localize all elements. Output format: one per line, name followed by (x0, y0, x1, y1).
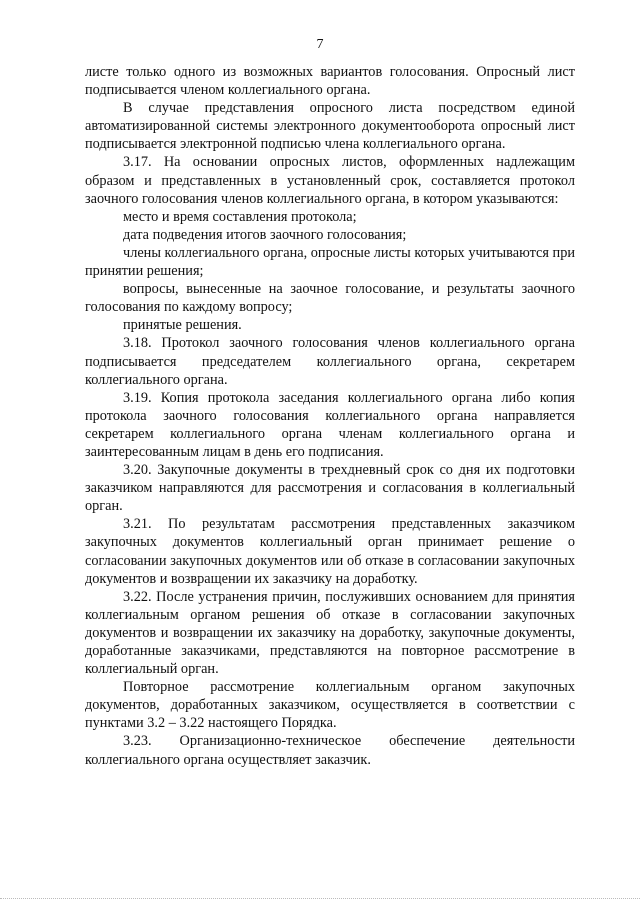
document-body (85, 63, 575, 769)
list-item-questions-results: вопросы, вынесенные на заочное голосование, и результаты заочного голосования по каждому вопросу; (85, 281, 575, 316)
scan-edge-divider (0, 898, 640, 899)
paragraph-3-22: 3.22. После устранения причин, послуживших основанием для принятия коллегиальным органом решения об отказе в согласовании закупочных документов и возвращении их заказчику на доработку, закупочные документы, доработанные заказчиками, представляются на повторное рассмотрение в коллегиальный орган. (85, 588, 575, 678)
paragraph-3-18: 3.18. Протокол заочного голосования членов коллегиального органа подписывается председателем коллегиального органа, секретарем коллегиального органа. (85, 335, 575, 388)
list-item-members: члены коллегиального органа, опросные листы которых учитываются при принятии решения; (85, 244, 575, 280)
list-item-results-date: дата подведения итогов заочного голосования; (123, 226, 407, 243)
paragraph-voting-sheet-end: листе только одного из возможных вариантов голосования. Опросный лист подписывается членом коллегиального органа. (85, 64, 575, 99)
paragraph-3-17: 3.17. На основании опросных листов, оформленных надлежащим образом и представленных в установленный срок, составляется протокол заочного голосования членов коллегиального органа, в котором указываются: (85, 154, 575, 207)
paragraph-3-20: 3.20. Закупочные документы в трехдневный срок со дня их подготовки заказчиком направляются для рассмотрения и согласования в коллегиальный орган. (85, 462, 575, 515)
paragraph-3-21: 3.21. По результатам рассмотрения представленных заказчиком закупочных документов коллегиальный орган принимает решение о согласовании закупочных документов или об отказе в согласовании закупочных документов и возвращении их заказчику на доработку. (85, 516, 575, 587)
paragraph-electronic-signature: В случае представления опросного листа посредством единой автоматизированной системы электронного документооборота опросный лист подписывается электронной подписью члена коллегиального органа. (85, 100, 575, 153)
list-item-place-time: место и время составления протокола; (123, 208, 357, 225)
paragraph-3-23: 3.23. Организационно-техническое обеспечение деятельности коллегиального органа осуществляет заказчик. (85, 733, 575, 768)
paragraph-repeat-review: Повторное рассмотрение коллегиальным органом закупочных документов, доработанных заказчиком, осуществляется в соответствии с пунктами 3.2 – 3.22 настоящего Порядка. (85, 679, 575, 732)
paragraph-3-19: 3.19. Копия протокола заседания коллегиального органа либо копия протокола заочного голосования коллегиального органа направляется секретарем коллегиального органа членам коллегиального органа и заинтересованным лицам в день его подписания. (85, 389, 575, 460)
page-number: 7 (316, 37, 324, 52)
list-item-decisions: принятые решения. (123, 317, 242, 334)
